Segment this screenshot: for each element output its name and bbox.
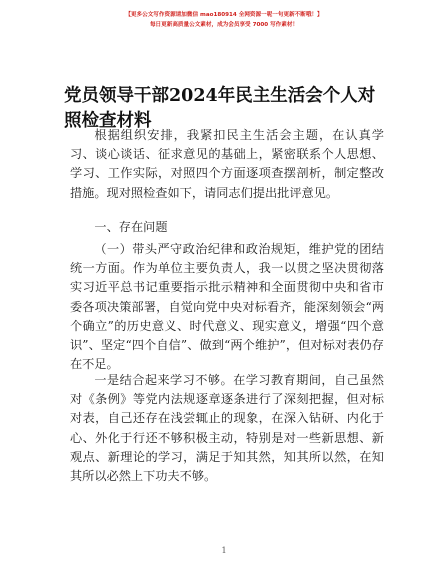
page-number: 1 (221, 546, 227, 555)
document-title: 党员领导干部2024年民主生活会个人对照检查材料 (64, 86, 376, 131)
paragraph-political-discipline: （一）带头严守政治纪律和政治规矩，维护党的团结统一方面。作为单位主要负责人，我一以贯之坚决贯彻落实习近平总书记重要指示批示精神和全面贯彻中央和省市委各项决策部署，自觉向党中央对标看齐，能深刻领会“两个确立”的历史意义、时代意义、现实意义，增强“四个意识”、坚定“四个自信”、做到“两个维护”，但对标对表仍存在不足。 (70, 242, 384, 372)
paragraph-study-insufficient: 一是结合起来学习不够。在学习教育期间，自己虽然对《条例》等党内法规逐章逐条进行了深刻把握，但对标对表，自己还存在浅尝辄止的现象，在深入钻研、内化于心、外化于行还不够积极主动，特别是对一些新思想、新观点、新理论的学习，满足于知其然，知其所以然，在知其所以必然上下功夫不够。 (70, 373, 384, 484)
section-heading-problems: 一、存在问题 (94, 220, 168, 234)
promo-banner-line-2: 每日更新高质量公文素材，成为会员享受 7000 写作素材！ (149, 22, 299, 28)
paragraph-intro: 根据组织安排，我紧扣民主生活会主题，在认真学习、谈心谈话、征求意见的基础上，紧密联系个人思想、学习、工作实际，对照四个方面逐项查摆剖析，制定整改措施。现对照检查如下，请同志们提出批评意见。 (70, 128, 384, 200)
promo-banner-line-1: 【更多公文写作资源请加微信 mao180914 全网资源一呢一句更新不断哦！】 (125, 12, 323, 18)
